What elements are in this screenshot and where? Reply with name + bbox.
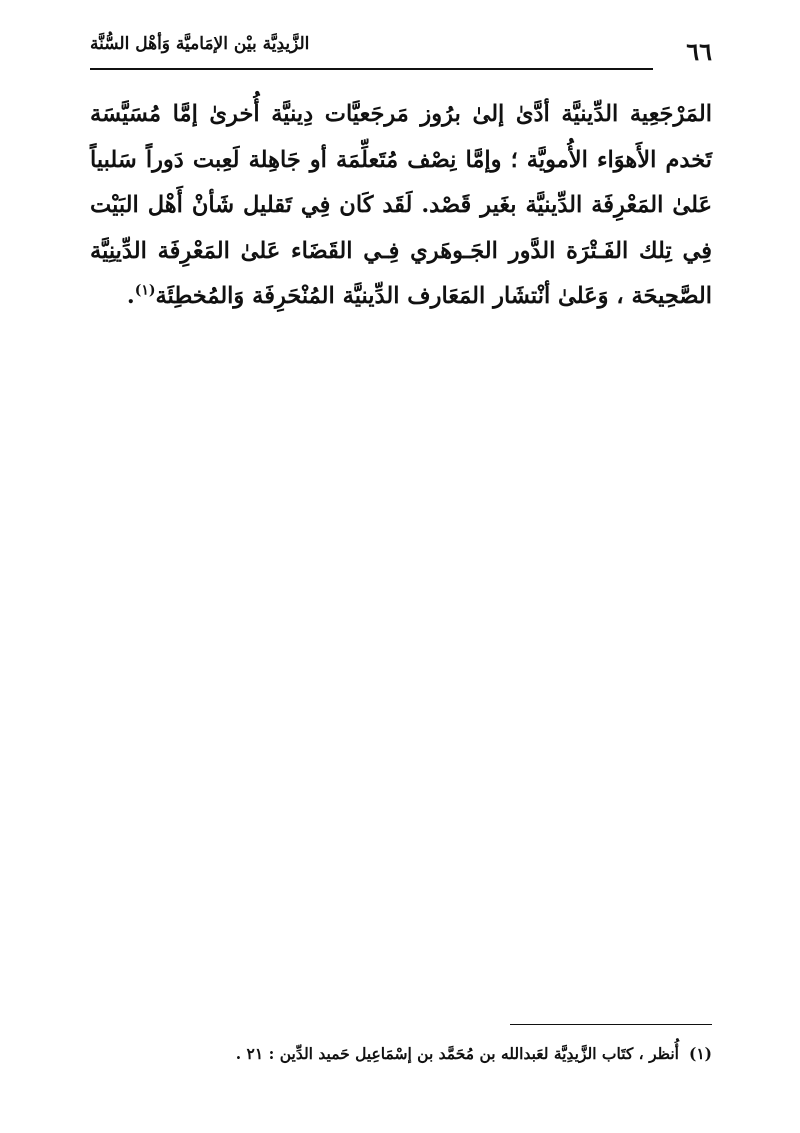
body-paragraph xyxy=(90,92,712,320)
footnote-number: (١) xyxy=(688,1044,712,1063)
running-title: الزَّيدِيَّة بيْن الإمَاميَّة وَأهْل السُّنَّة xyxy=(90,34,310,54)
footnote-rule xyxy=(510,1024,712,1025)
page-number: ٦٦ xyxy=(686,37,712,66)
footnote-marker[interactable]: (١) xyxy=(134,282,156,299)
footnote-text: أُنظر ، كتَاب الزَّيدِيَّة لعَبدالله بن مُحَمَّد بن إسْمَاعِيل حَميد الدِّين : ٢١ . xyxy=(235,1044,679,1063)
paragraph-text: المَرْجَعِية الدِّينيَّة أدَّىٰ إلىٰ برُوز مَرجَعيَّات دِينيَّة أُخرىٰ إمَّا مُسَيَّسَة تَخدم الأَهوَاء الأُمويَّة ؛ وإمَّا نِصْف مُتَعلِّمَة أو جَاهِلة لَعِبت دَوراً سَلبياً عَلىٰ المَعْرِفَة الدِّينيَّة بغَير قَصْد. لَقَد كَان فِي تَقليل شَأنْ أَهْل البَيْت فِي تِلك الفَـتْرَة الدَّور الجَـوهَري فِـي القَضَاء عَلىٰ المَعْرِفَة الدِّينِيَّة الصَّحِيحَة ، وَعَلىٰ أنْتشَار المَعَارف الدِّينيَّة المُنْحَرِفَة وَالمُخطِئَة xyxy=(90,101,712,309)
paragraph-closing: . xyxy=(126,283,135,309)
footnote xyxy=(90,1042,712,1066)
header-rule xyxy=(90,68,653,70)
running-header xyxy=(90,32,712,68)
